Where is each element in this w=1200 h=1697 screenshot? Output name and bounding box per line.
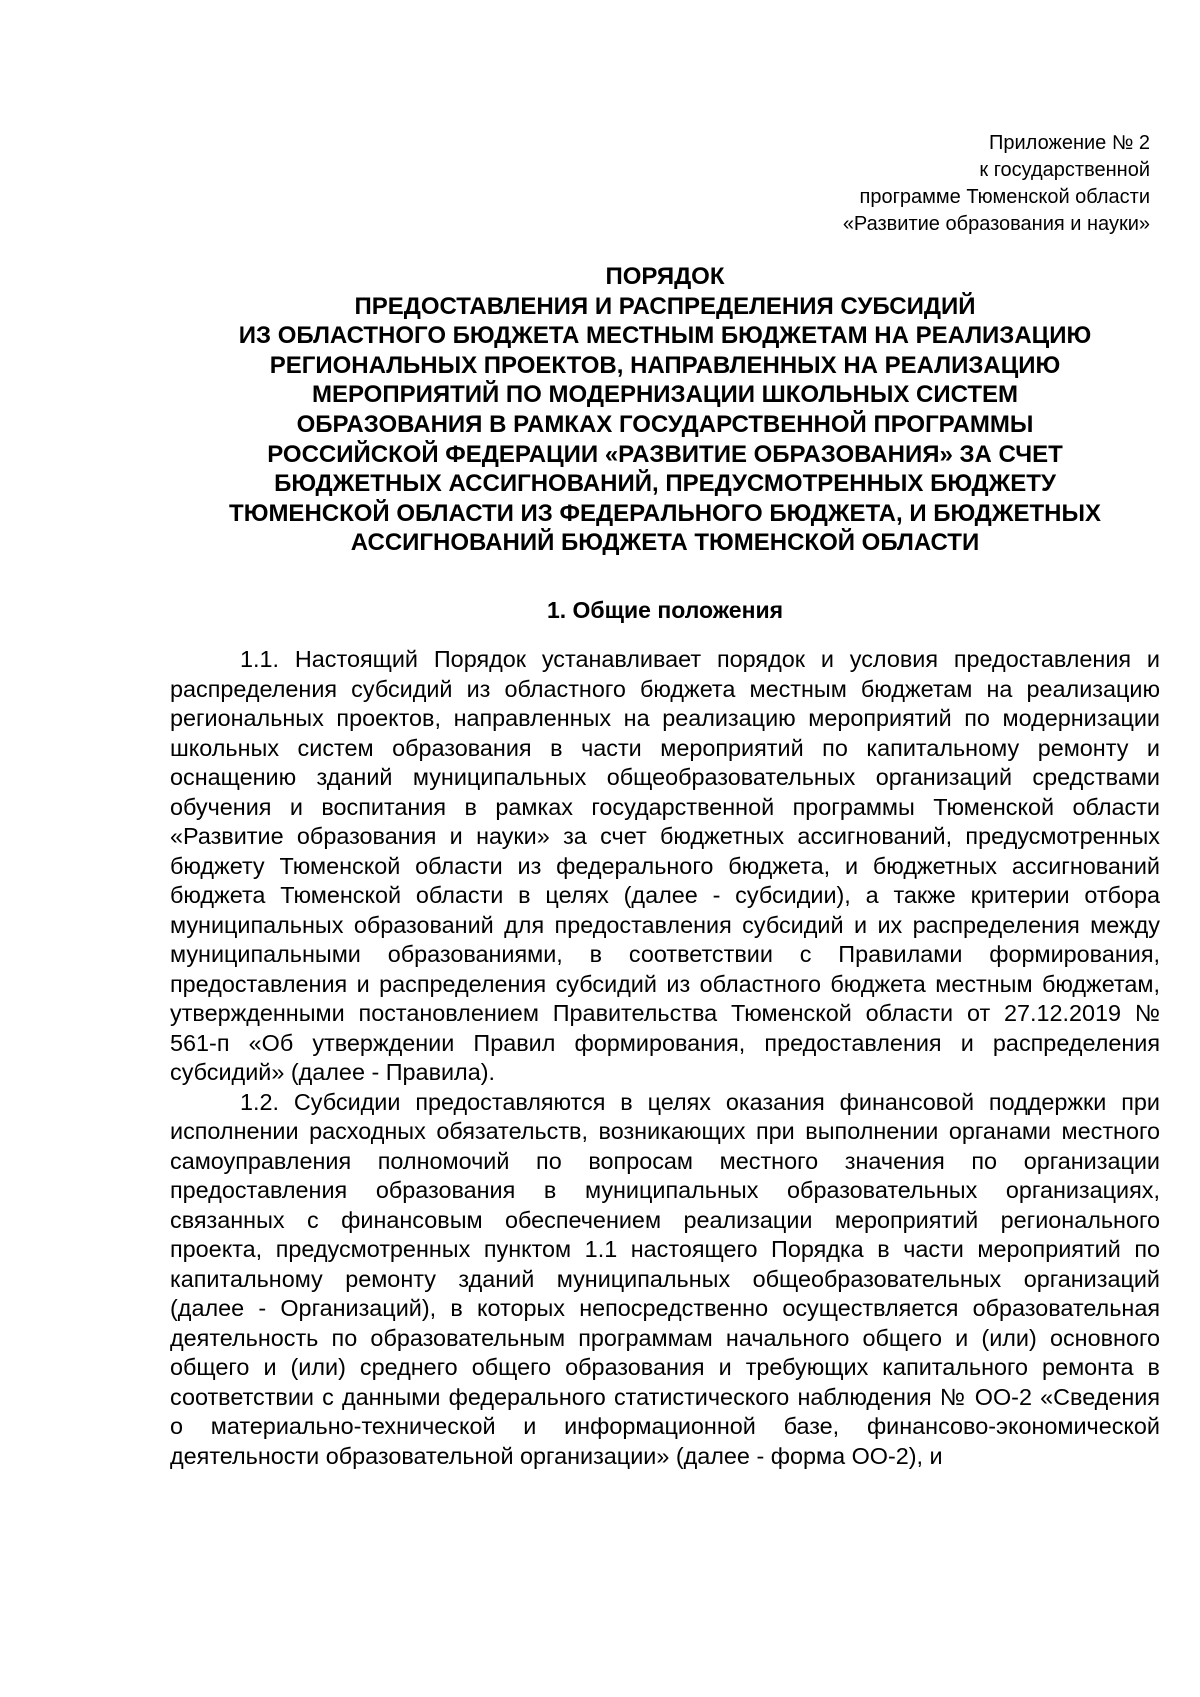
section-heading: 1. Общие положения (546, 597, 784, 623)
paragraph-1-1: 1.1. Настоящий Порядок устанавливает порядок и условия предоставления и распределения субсидий из областного бюджета местным бюджетам на реализацию региональных проектов, направленных на реализацию мероприятий по модернизации школьных систем образования в части мероприятий по капитальному ремонту и оснащению зданий муниципальных общеобразовательных организаций средствами обучения и воспитания в рамках государственной программы Тюменской области «Развитие образования и науки» за счет бюджетных ассигнований, предусмотренных бюджету Тюменской области из федерального бюджета, и бюджетных ассигнований бюджета Тюменской области в целях (далее - субсидии), а также критерии отбора муниципальных образований для предоставления субсидий и их распределения между муниципальными образованиями, в соответствии с Правилами формирования, предоставления и распределения субсидий из областного бюджета местным бюджетам, утвержденными постановлением Правительства Тюменской области от 27.12.2019 № 561-п «Об утверждении Правил формирования, предоставления и распределения субсидий» (далее - Правила). (170, 646, 1160, 1085)
title-line: МЕРОПРИЯТИЙ ПО МОДЕРНИЗАЦИИ ШКОЛЬНЫХ СИСТЕМ (311, 381, 1019, 409)
title-line: ТЮМЕНСКОЙ ОБЛАСТИ ИЗ ФЕДЕРАЛЬНОГО БЮДЖЕТА, И БЮДЖЕТНЫХ (229, 499, 1101, 527)
appendix-line-1: Приложение № 2 (989, 132, 1150, 154)
title-line: ОБРАЗОВАНИЯ В РАМКАХ ГОСУДАРСТВЕННОЙ ПРОГРАММЫ (296, 410, 1034, 438)
title-line: АССИГНОВАНИЙ БЮДЖЕТА ТЮМЕНСКОЙ ОБЛАСТИ (350, 529, 980, 557)
paragraph-1-2: 1.2. Субсидии предоставляются в целях оказания финансовой поддержки при исполнении расходных обязательств, возникающих при выполнении органами местного самоуправления полномочий по вопросам местного значения по организации предоставления образования в муниципальных образовательных организациях, связанных с финансовым обеспечением реализации мероприятий регионального проекта, предусмотренных пунктом 1.1 настоящего Порядка в части мероприятий по капитальному ремонту зданий муниципальных общеобразовательных организаций (далее - Организаций), в которых непосредственно осуществляется образовательная деятельность по образовательным программам начального общего и (или) основного общего и (или) среднего общего образования и требующих капитального ремонта в соответствии с данными федерального статистического наблюдения № ОО-2 «Сведения о материально-технической и информационной базе, финансово-экономической деятельности образовательной организации» (далее - форма ОО-2), и (170, 1088, 1160, 1469)
title-line: ИЗ ОБЛАСТНОГО БЮДЖЕТА МЕСТНЫМ БЮДЖЕТАМ НА РЕАЛИЗАЦИЮ (238, 322, 1092, 350)
appendix-reference (730, 130, 1150, 238)
title-line: РОССИЙСКОЙ ФЕДЕРАЦИИ «РАЗВИТИЕ ОБРАЗОВАНИЯ» ЗА СЧЕТ (267, 440, 1063, 468)
appendix-line-3: программе Тюменской области (859, 186, 1150, 208)
title-line: РЕГИОНАЛЬНЫХ ПРОЕКТОВ, НАПРАВЛЕННЫХ НА РЕАЛИЗАЦИЮ (269, 351, 1061, 379)
title-line: ПРЕДОСТАВЛЕНИЯ И РАСПРЕДЕЛЕНИЯ СУБСИДИЙ (354, 292, 976, 320)
title-line: БЮДЖЕТНЫХ АССИГНОВАНИЙ, ПРЕДУСМОТРЕННЫХ БЮДЖЕТУ (274, 470, 1056, 498)
appendix-line-2: к государственной (979, 159, 1150, 181)
document-title (170, 262, 1160, 558)
appendix-line-4: «Развитие образования и науки» (842, 213, 1150, 235)
title-line: ПОРЯДОК (605, 263, 725, 290)
section-body (170, 645, 1160, 1471)
